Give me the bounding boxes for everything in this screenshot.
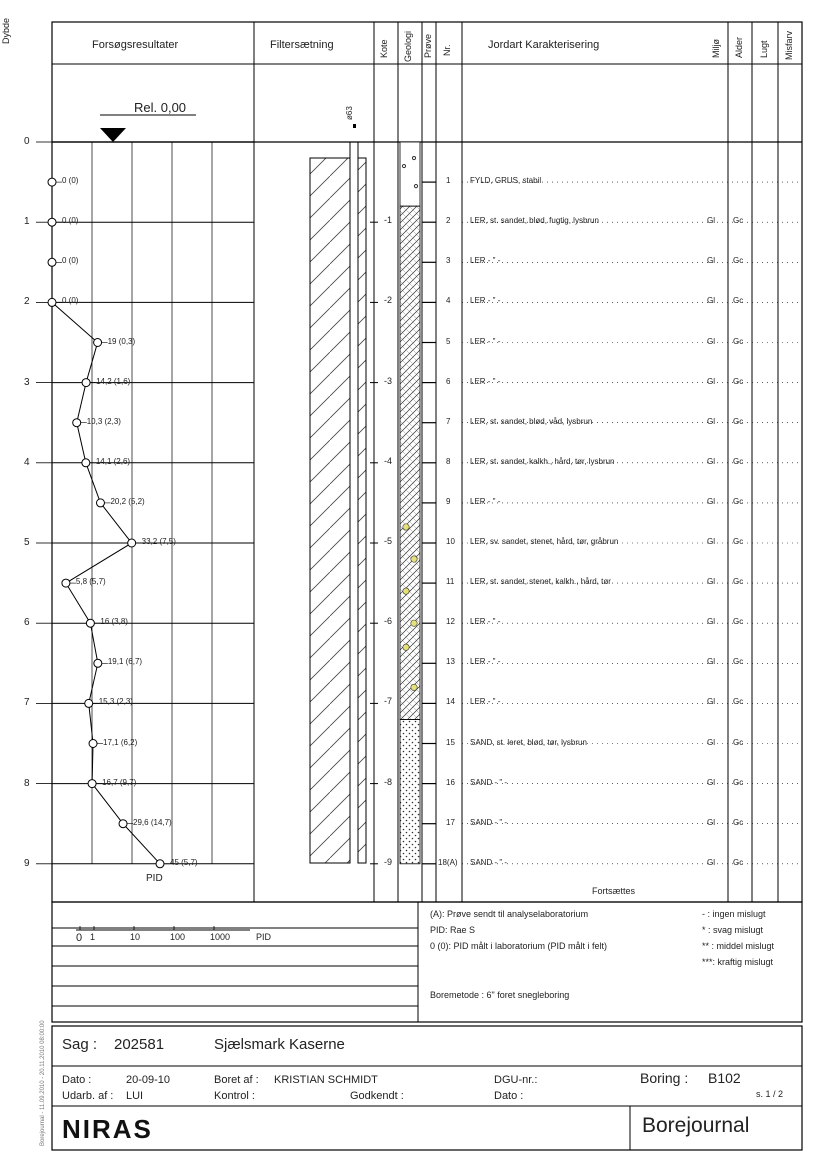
pid-point (128, 539, 136, 547)
sample-number: 3 (446, 256, 451, 266)
pid-value-label: 19,1 (6,7) (107, 657, 143, 667)
dato-label: Dato : (62, 1074, 92, 1086)
header-alder: Alder (734, 36, 744, 58)
udarb-value: LUI (126, 1090, 144, 1102)
pid-value-label: 16 (3,8) (100, 617, 128, 627)
filter-diameter-tag: ø63 (345, 106, 354, 120)
odour-legend-0: - : ingen mislugt (702, 909, 766, 919)
clay-layer (400, 206, 420, 719)
sample-miljo: Gl (707, 416, 715, 426)
scale-label: 1 (90, 932, 96, 942)
odour-legend-2: ** : middel mislugt (702, 941, 775, 951)
pid-point (73, 419, 81, 427)
depth-label: 9 (24, 857, 30, 869)
sample-number: 13 (446, 657, 455, 667)
pid-value-label: 19 (0,3) (107, 336, 136, 346)
header-forsogsresultater: Forsøgsresultater (92, 39, 179, 51)
depth-label: 8 (24, 777, 30, 789)
pid-value-label: 0 (0) (62, 256, 79, 266)
sample-description: SAND, st. leret, blød, tør, lysbrun (470, 737, 587, 747)
kote-label: -8 (384, 776, 393, 787)
kote-label: -9 (384, 856, 393, 867)
pid-point (94, 659, 102, 667)
sand-layer (400, 719, 420, 863)
depth-label: 2 (24, 296, 30, 308)
sample-number: 6 (446, 376, 451, 386)
sample-miljo: Gl (707, 216, 715, 226)
pid-point (82, 459, 90, 467)
sample-alder: Gc (733, 376, 744, 386)
sample-alder: Gc (733, 777, 744, 787)
sample-miljo: Gl (707, 857, 715, 867)
sample-number: 7 (446, 416, 451, 426)
pid-value-label: 20,2 (5,2) (110, 496, 145, 506)
header-misfarv: Misfarv (784, 31, 794, 60)
sample-alder: Gc (733, 416, 744, 426)
sample-description: LER - " - (470, 336, 501, 346)
boret-af-value: KRISTIAN SCHMIDT (274, 1074, 378, 1086)
pid-value-label: 0 (0) (62, 296, 79, 306)
sample-alder: Gc (733, 577, 744, 587)
scale-label: 100 (170, 932, 186, 942)
udarb-label: Udarb. af : (62, 1090, 114, 1102)
sample-description: SAND - " - (470, 857, 508, 867)
sample-miljo: Gl (707, 456, 715, 466)
fortsaettes-label: Fortsættes (592, 886, 636, 896)
sample-miljo: Gl (707, 697, 715, 707)
header-prove: Prøve (423, 33, 433, 58)
sample-description: LER, st. sandet, blød, våd, lysbrun (470, 416, 593, 426)
depth-label: 4 (24, 456, 30, 468)
kontrol-label: Kontrol : (214, 1090, 255, 1102)
sample-number: 15 (446, 737, 455, 747)
sample-description: LER - " - (470, 496, 501, 506)
sample-description: LER, st. sandet, blød, fugtig, lysbrun (470, 216, 599, 226)
sample-number: 10 (446, 537, 455, 546)
kote-label: -5 (384, 536, 393, 546)
sample-number: 8 (446, 456, 451, 466)
depth-label: 7 (24, 697, 30, 709)
sample-alder: Gc (733, 296, 744, 306)
sample-alder: Gc (733, 657, 744, 667)
sample-number: 14 (446, 697, 455, 707)
sample-alder: Gc (733, 537, 744, 546)
sample-miljo: Gl (707, 496, 715, 506)
sample-miljo: Gl (707, 537, 715, 546)
sample-number: 11 (446, 577, 455, 587)
pid-value-label: 16,7 (9,7) (102, 777, 137, 787)
geology-column (400, 142, 436, 864)
sample-description: LER - " - (470, 697, 501, 707)
odour-legend-1: * : svag mislugt (702, 925, 764, 935)
sample-number: 16 (446, 777, 455, 787)
pid-point (85, 699, 93, 707)
sample-alder: Gc (733, 216, 744, 226)
pid-point (62, 579, 70, 587)
sample-alder: Gc (733, 256, 744, 266)
sample-miljo: Gl (707, 777, 715, 787)
header-dybde: Dybde (1, 17, 11, 44)
pid-axis-label: PID (146, 873, 163, 884)
pid-point (94, 339, 102, 347)
sample-miljo: Gl (707, 617, 715, 627)
pid-value-label: 17,1 (6,2) (103, 737, 138, 747)
pid-point (88, 780, 96, 788)
header-nr: Nr. (442, 44, 452, 56)
boring-label: Boring : (640, 1070, 689, 1086)
sample-number: 18(A) (438, 857, 458, 867)
pid-point (156, 860, 164, 868)
pid-point (86, 619, 94, 627)
sample-miljo: Gl (707, 256, 715, 266)
header-filtersaetning: Filtersætning (270, 39, 334, 51)
header-geologi: Geologi (403, 30, 413, 62)
pid-point (89, 740, 97, 748)
sample-description: LER, st. sandet, stenet, kalkh., hård, tør (470, 577, 611, 587)
depth-label: 6 (24, 617, 30, 629)
odour-legend-3: ***: kraftig mislugt (702, 957, 774, 967)
pid-point (119, 820, 127, 828)
table-frame (52, 22, 802, 1150)
stone-mark (403, 524, 409, 530)
sample-miljo: Gl (707, 376, 715, 386)
sample-miljo: Gl (707, 336, 715, 346)
dato-value: 20-09-10 (126, 1074, 171, 1086)
fill-layer (400, 142, 420, 206)
pid-value-label: 5,8 (5,7) (75, 577, 106, 587)
document-title: Borejournal (642, 1114, 750, 1137)
pid-point (96, 499, 104, 507)
scale-label: 1000 (210, 932, 231, 942)
sample-number: 5 (446, 336, 451, 346)
note-boremetode: Boremetode : 6" foret snegleboring (430, 990, 570, 1000)
sample-alder: Gc (733, 456, 744, 466)
kote-label: -1 (384, 215, 393, 226)
note-pid-lab: 0 (0): PID målt i laboratorium (PID målt i felt) (430, 941, 608, 951)
pid-value-label: 10,3 (2,3) (86, 416, 121, 426)
dato2-label: Dato : (494, 1090, 524, 1102)
sample-miljo: Gl (707, 737, 715, 747)
kote-label: -2 (384, 295, 393, 306)
header-lugt: Lugt (759, 40, 769, 58)
pid-value-label: 14,2 (1,6) (96, 376, 131, 386)
sample-description: FYLD, GRUS, stabil (470, 176, 542, 186)
sample-description: LER - " - (470, 657, 501, 667)
header-jordart: Jordart Karakterisering (488, 39, 600, 51)
pid-value-label: 29,6 (14,7) (133, 817, 172, 827)
sample-description: LER - " - (470, 256, 501, 266)
dgu-label: DGU-nr.: (494, 1074, 538, 1086)
sample-miljo: Gl (707, 296, 715, 306)
kote-label: -3 (384, 375, 393, 386)
pid-value-label: 33,2 (7,5) (141, 537, 176, 546)
sample-description: SAND - " - (470, 777, 508, 787)
side-margin-text: Borejournal - 11.09.2010 - 20.11.2010 08:00:00 (40, 1020, 46, 1146)
pid-point (48, 298, 56, 306)
sample-description: LER, sv. sandet, stenet, hård, tør, gråbrun (470, 537, 619, 546)
sample-description: LER - " - (470, 376, 501, 386)
kote-label: -6 (384, 616, 393, 627)
depth-label: 0 (24, 136, 30, 147)
pid-point (48, 218, 56, 226)
stone-mark (411, 556, 417, 562)
sample-miljo: Gl (707, 817, 715, 827)
sample-description: LER, st. sandet, kalkh., hård, tør, lysbrun (470, 456, 615, 466)
kote-label: -7 (384, 696, 393, 707)
sample-description: SAND - " - (470, 817, 508, 827)
pid-value-label: 45 (5,7) (170, 857, 198, 867)
sample-alder: Gc (733, 737, 744, 747)
pid-value-label: 14,1 (2,6) (95, 456, 131, 466)
header-kote: Kote (379, 39, 389, 58)
pid-point (82, 379, 90, 387)
godkendt-label: Godkendt : (350, 1090, 404, 1102)
pid-value-label: 0 (0) (62, 176, 79, 186)
sample-alder: Gc (733, 336, 744, 346)
sample-description: LER - " - (470, 296, 501, 306)
sample-number: 9 (446, 496, 451, 506)
sample-number: 4 (446, 296, 451, 306)
stone-mark (411, 620, 417, 626)
note-pid-instrument: PID: Rae S (430, 925, 476, 935)
sample-number: 1 (446, 176, 451, 186)
depth-label: 1 (24, 216, 30, 228)
kote-label: -4 (384, 455, 393, 466)
scale-unit-label: PID (256, 932, 272, 942)
scale-label: 10 (130, 932, 141, 942)
depth-label: 3 (24, 376, 30, 388)
pid-plot (48, 178, 170, 868)
sample-alder: Gc (733, 617, 744, 627)
pid-value-label: 15,3 (2,3) (98, 697, 133, 707)
reference-level-marker (100, 115, 196, 142)
boring-value: B102 (708, 1070, 741, 1086)
sample-description: LER - " - (470, 617, 501, 627)
page-indicator: s. 1 / 2 (756, 1089, 784, 1099)
header-miljo: Miljø (711, 39, 721, 58)
stone-mark (403, 588, 409, 594)
stone-mark (411, 684, 417, 690)
scale-label: 0 (76, 932, 83, 944)
sample-number: 2 (446, 216, 451, 226)
sag-number: 202581 (114, 1036, 165, 1053)
pid-point (48, 178, 56, 186)
sample-number: 12 (446, 617, 455, 627)
pid-line (52, 182, 160, 864)
sample-alder: Gc (733, 857, 744, 867)
reference-level-label: Rel. 0,00 (134, 100, 187, 115)
sample-alder: Gc (733, 496, 744, 506)
boret-af-label: Boret af : (214, 1074, 259, 1086)
note-analysis: (A): Prøve sendt til analyselaboratorium (430, 909, 589, 919)
sample-alder: Gc (733, 697, 744, 707)
sample-alder: Gc (733, 817, 744, 827)
sample-number: 17 (446, 817, 455, 827)
pid-point (48, 258, 56, 266)
depth-label: 5 (24, 537, 30, 548)
project-name: Sjælsmark Kaserne (214, 1036, 345, 1053)
stone-mark (403, 644, 409, 650)
sag-label: Sag : (62, 1036, 98, 1053)
filter-column (310, 124, 366, 863)
sample-miljo: Gl (707, 577, 715, 587)
pid-value-label: 0 (0) (62, 216, 79, 226)
sample-miljo: Gl (707, 657, 715, 667)
niras-logo: NIRAS (62, 1114, 153, 1144)
